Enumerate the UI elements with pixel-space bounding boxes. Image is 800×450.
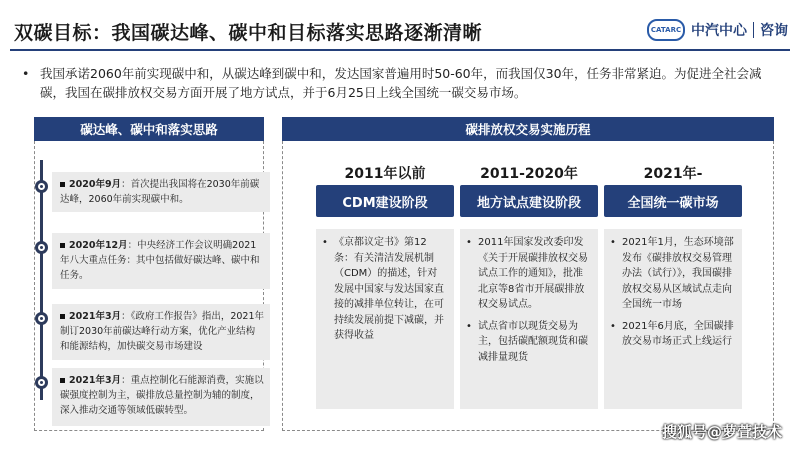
timeline-dot (35, 376, 48, 389)
left-section-header: 碳达峰、碳中和落实思路 (34, 117, 264, 141)
event-text: ：首次提出我国将在2030年前碳达峰，2060年前实现碳中和。 (60, 179, 260, 205)
phase-year: 2021年- (643, 166, 703, 182)
phase-year: 2011-2020年 (480, 166, 578, 182)
brand-sub: 咨询 (760, 23, 788, 39)
bullet-icon: • (22, 66, 30, 81)
page-title: 双碳目标：我国碳达峰、碳中和目标落实思路逐渐清晰 (14, 22, 483, 44)
phase-label: 地方试点建设阶段 (460, 185, 598, 217)
square-bullet-icon (60, 314, 65, 319)
event-date: 2020年9月 (69, 179, 122, 190)
event-date: 2021年3月 (69, 375, 122, 386)
bullet-icon: • (610, 320, 616, 332)
phase-details (316, 229, 454, 409)
square-bullet-icon (60, 378, 65, 383)
event-date: 2020年12月 (69, 240, 128, 251)
timeline-event (52, 172, 270, 212)
event-text: ：中央经济工作会议明确2021年八大重点任务：其中包括做好碳达峰、碳中和任务。 (60, 240, 260, 281)
brand-name: 中汽中心 (691, 23, 747, 39)
phase-item (610, 235, 734, 313)
timeline-dot (35, 180, 48, 193)
phase-item (322, 235, 446, 344)
phase-item (466, 319, 590, 366)
intro-text: 我国承诺2060年前实现碳中和，从碳达峰到碳中和，发达国家普遍用时50-60年，而我国仅30年，任务非常紧迫。为促进全社会减碳，我国在碳排放权交易方面开展了地方试点，并于6月25日上线全国统一碳交易市场。 (40, 66, 762, 100)
event-text: ：重点控制化石能源消费，实施以碳强度控制为主，碳排放总量控制为辅的制度，深入推动交通等领域低碳转型。 (60, 375, 264, 416)
square-bullet-icon (60, 182, 65, 187)
square-bullet-icon (60, 243, 65, 248)
right-section-header: 碳排放权交易实施历程 (282, 117, 774, 141)
phase-item (610, 319, 734, 350)
event-text: ：《政府工作报告》指出，2021年制订2030年前碳达峰行动方案，优化产业结构和能源结构，加快碳交易市场建设 (60, 311, 264, 352)
bullet-icon: • (610, 237, 616, 248)
phase-item-text: 2011年国家发改委印发《关于开展碳排放权交易试点工作的通知》，批准北京等8省市开展碳排放权交易试点。 (478, 237, 588, 310)
timeline-dot (35, 241, 48, 254)
phase-label: CDM建设阶段 (316, 185, 454, 217)
timeline-dot (35, 312, 48, 325)
timeline-event (52, 233, 270, 289)
event-date: 2021年3月 (69, 311, 122, 322)
catarc-logo: CATARC (647, 19, 685, 41)
phase-item-text: 2021年6月底，全国碳排放交易市场正式上线运行 (622, 320, 734, 347)
phase-item (466, 235, 590, 313)
bullet-icon: • (466, 320, 472, 332)
brand-separator (753, 22, 754, 38)
phase-item-text: 《京都议定书》第12条：有关清洁发展机制（CDM）的描述，针对发展中国家与发达国家直接的减排单位转让，在可持续发展前提下减碳，并获得收益 (334, 237, 444, 341)
intro-paragraph (22, 64, 782, 102)
phase-details (460, 229, 598, 409)
bullet-icon: • (466, 237, 472, 248)
phase-item-text: 试点省市以现货交易为主，包括碳配额现货和碳减排量现货 (478, 320, 588, 363)
phase-year: 2011年以前 (344, 166, 426, 182)
phase-details (604, 229, 742, 409)
phase-label: 全国统一碳市场 (604, 185, 742, 217)
watermark-text: 搜狐号@萝萱技术 (661, 423, 782, 441)
timeline-event (52, 304, 270, 360)
title-divider (10, 49, 790, 51)
timeline-event (52, 368, 270, 426)
brand (647, 18, 788, 42)
timeline-line (40, 160, 43, 400)
bullet-icon: • (322, 237, 328, 248)
phase-item-text: 2021年1月，生态环境部发布《碳排放权交易管理办法（试行）》，我国碳排放权交易从区域试点走向全国统一市场 (622, 237, 734, 310)
